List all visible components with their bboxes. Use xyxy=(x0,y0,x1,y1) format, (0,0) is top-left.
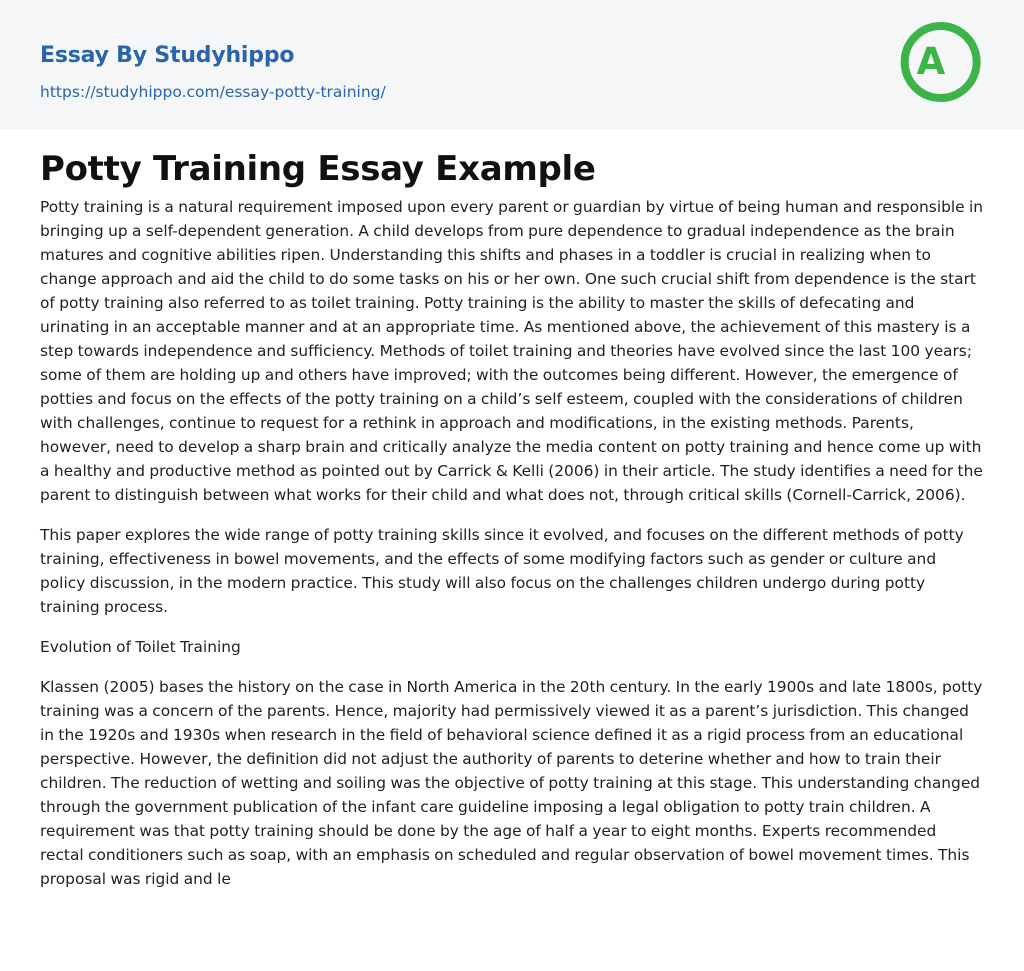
site-header xyxy=(0,0,1024,129)
logo-letter: A xyxy=(916,40,946,83)
section-heading: Evolution of Toilet Training xyxy=(40,638,241,656)
essay-content xyxy=(0,147,1024,891)
essay-paragraph: Potty training is a natural requirement imposed upon every parent or guardian by virtue of being human and responsible in bringing up a self-dependent generation. A child develops from pure dependence to gradual independence as the brain matures and cognitive abilities ripen. Understanding this shifts and phases in a toddler is crucial in realizing when to change approach and aid the child to do some tasks on his or her own. One such crucial shift from dependence is the start of potty training also referred to as toilet training. Potty training is the ability to master the skills of defecating and urinating in an acceptable manner and at an appropriate time. As mentioned above, the achievement of this mastery is a step towards independence and sufficiency. Methods of toilet training and theories have evolved since the last 100 years; some of them are holding up and others have improved; with the outcomes being different. However, the emergence of potties and focus on the effects of the potty training on a child’s self esteem, coupled with the considerations of children with challenges, continue to request for a rethink in approach and modifications, in the existing methods. Parents, however, need to develop a sharp brain and critically analyze the media content on potty training and hence come up with a healthy and productive method as pointed out by Carrick & Kelli (2006) in their article. The study identifies a need for the parent to distinguish between what works for their child and what does not, through critical skills (Cornell-Carrick, 2006). xyxy=(40,198,984,504)
studyhippo-logo[interactable] xyxy=(898,19,984,105)
essay-url-link[interactable]: https://studyhippo.com/essay-potty-training/ xyxy=(40,83,386,101)
essay-paragraph: Klassen (2005) bases the history on the case in North America in the 20th century. In the early 1900s and late 1800s, potty training was a concern of the parents. Hence, majority had permissively viewed it as a parent’s jurisdiction. This changed in the 1920s and 1930s when research in the field of behavioral science defined it as a rigid process from an educational perspective. However, the definition did not adjust the authority of parents to deterine whether and how to train their children. The reduction of wetting and soiling was the objective of potty training at this stage. This understanding changed through the government publication of the infant care guideline imposing a legal obligation to potty train children. A requirement was that potty training should be done by the age of half a year to eight months. Experts recommended rectal conditioners such as soap, with an emphasis on scheduled and regular observation of bowel movement times. This proposal was rigid and le xyxy=(40,678,983,888)
site-name[interactable]: Essay By Studyhippo xyxy=(40,43,295,68)
page-title: Potty Training Essay Example xyxy=(40,149,596,189)
essay-paragraph: This paper explores the wide range of potty training skills since it evolved, and focuses on the different methods of potty training, effectiveness in bowel movements, and the effects of some modifying factors such as gender or culture and policy discussion, in the modern practice. This study will also focus on the challenges children undergo during potty training process. xyxy=(40,526,964,616)
